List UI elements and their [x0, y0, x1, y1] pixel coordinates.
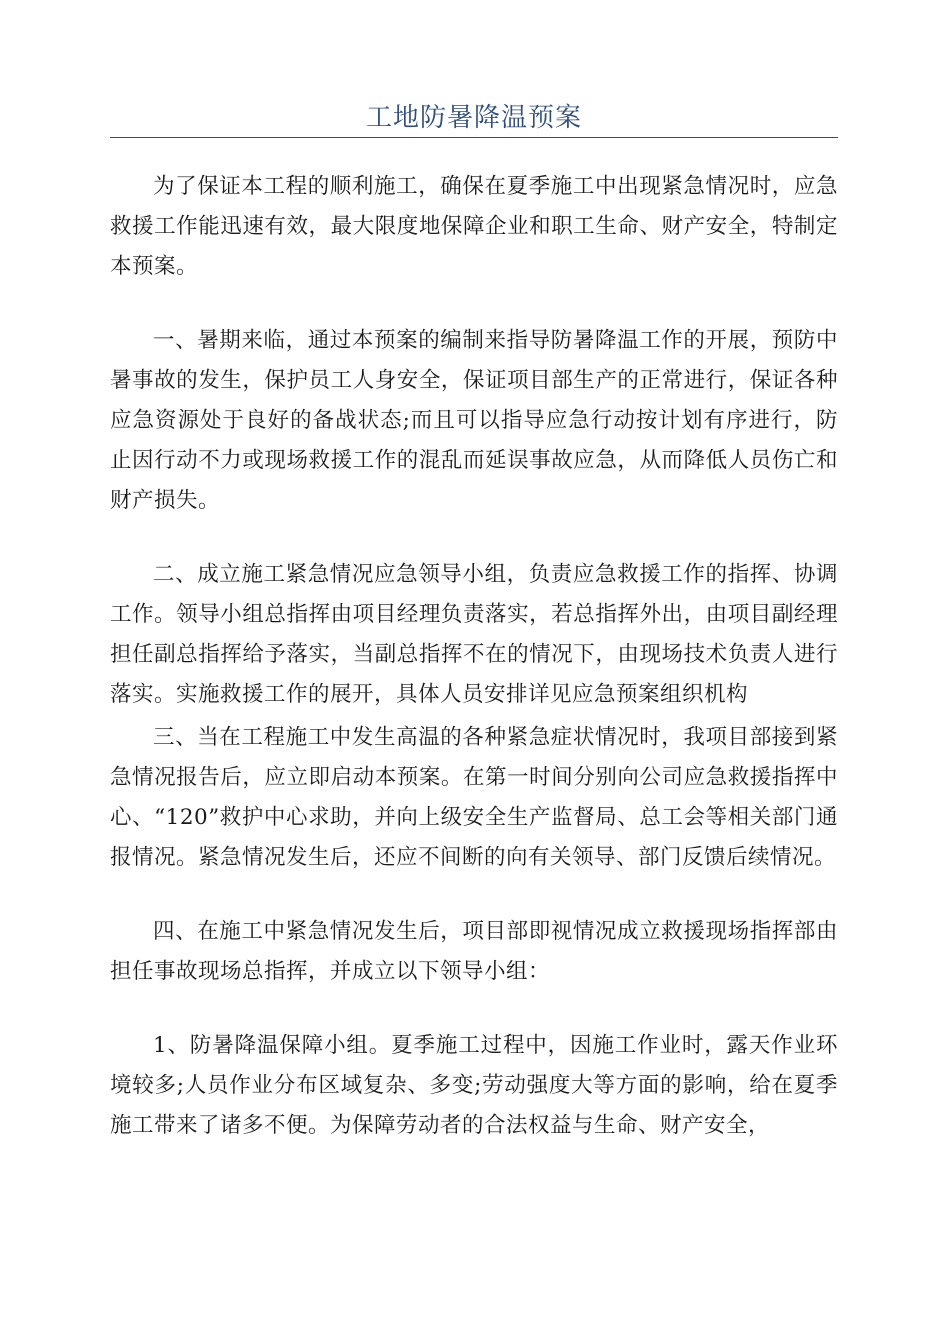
- document-title: 工地防暑降温预案: [365, 103, 582, 133]
- paragraph-spacer: [110, 878, 838, 912]
- paragraph-item-1: 1、防暑降温保障小组。夏季施工过程中，因施工作业时，露天作业环境较多;人员作业分布区域复杂、多变;劳动强度大等方面的影响，给在夏季施工带来了诸多不便。为保障劳动者的合法权益与生命、财产安全，: [110, 1033, 838, 1138]
- document-body: [110, 167, 838, 1146]
- paragraph-section-4: 四、在施工中紧急情况发生后，项目部即视情况成立救援现场指挥部由担任事故现场总指挥，并成立以下领导小组：: [110, 919, 838, 984]
- paragraph-section-3: 三、当在工程施工中发生高温的各种紧急症状情况时，我项目部接到紧急情况报告后，应立即启动本预案。在第一时间分别向公司应急救援指挥中心、“120”救护中心求助，并向上级安全生产监督局、总工会等相关部门通报情况。紧急情况发生后，还应不间断的向有关领导、部门反馈后续情况。: [110, 725, 838, 870]
- paragraph-section-1: 一、暑期来临，通过本预案的编制来指导防暑降温工作的开展，预防中暑事故的发生，保护员工人身安全，保证项目部生产的正常进行，保证各种应急资源处于良好的备战状态;而且可以指导应急行动按计划有序进行，防止因行动不力或现场救援工作的混乱而延误事故应急，从而降低人员伤亡和财产损失。: [110, 328, 838, 513]
- paragraph-spacer: [110, 287, 838, 321]
- paragraph-intro: 为了保证本工程的顺利施工，确保在夏季施工中出现紧急情况时，应急救援工作能迅速有效，最大限度地保障企业和职工生命、财产安全，特制定本预案。: [110, 174, 838, 279]
- title-underline: [110, 137, 838, 138]
- paragraph-section-2: 二、成立施工紧急情况应急领导小组，负责应急救援工作的指挥、协调工作。领导小组总指挥由项目经理负责落实，若总指挥外出，由项目副经理担任副总指挥给予落实，当副总指挥不在的情况下，由现场技术负责人进行落实。实施救援工作的展开，具体人员安排详见应急预案组织机构: [110, 562, 838, 707]
- paragraph-spacer: [110, 992, 838, 1026]
- paragraph-spacer: [110, 521, 838, 555]
